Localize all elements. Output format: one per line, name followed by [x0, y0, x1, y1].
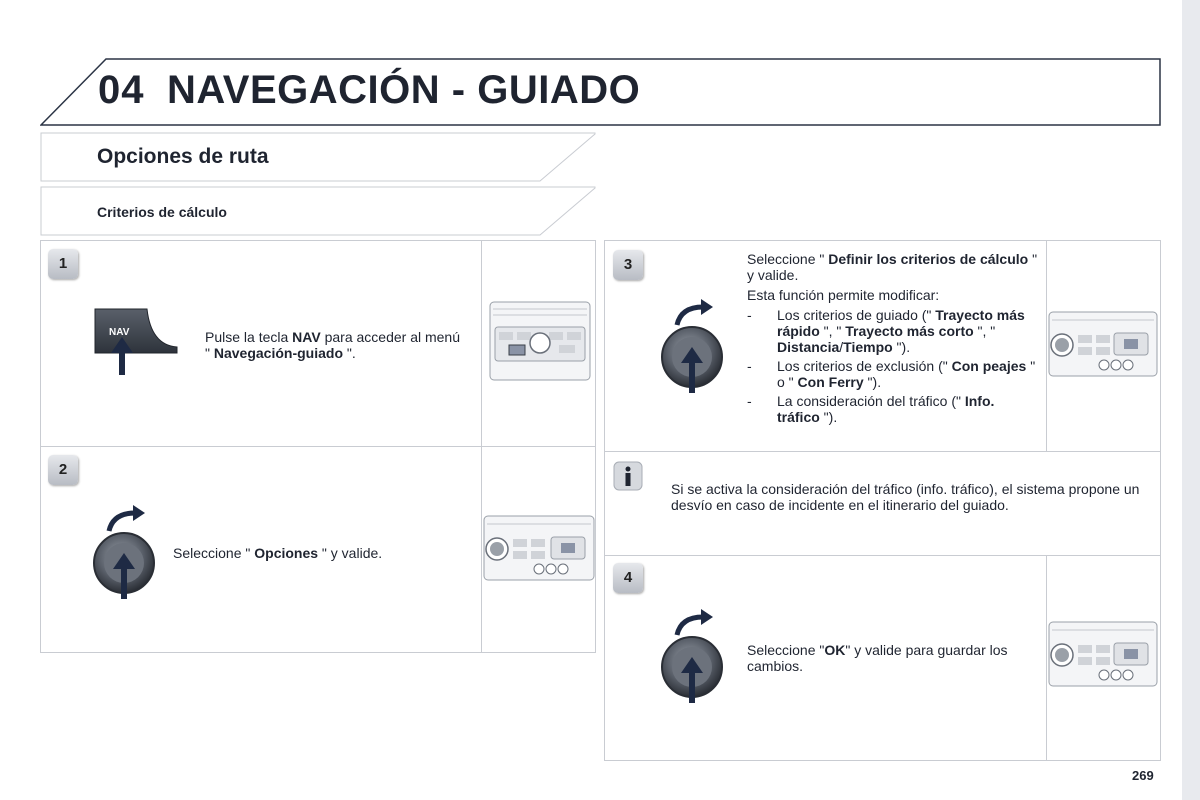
- page-edge-strip: [1182, 0, 1200, 800]
- criteria-bullet-guidance: - Los criterios de guiado (" Trayecto más rápido ", " Trayecto más corto ", " Distancia/Tiempo ").: [747, 307, 1025, 355]
- radio-panel-knob-illustration: [483, 515, 595, 581]
- section-header: [40, 132, 596, 182]
- step-number-4: 4: [613, 563, 643, 593]
- subsection-header: [40, 186, 596, 236]
- subsection-title: Criterios de cálculo: [97, 204, 227, 220]
- step-number-1: 1: [48, 249, 78, 279]
- steps-right-panel: [604, 240, 1161, 761]
- step-number-2: 2: [48, 455, 78, 485]
- radio-panel-knob-illustration: [1048, 621, 1158, 687]
- info-note: Si se activa la consideración del tráfico (info. tráfico), el sistema propone un desvío en caso de incidente en el itinerario del guiado.: [671, 481, 1140, 513]
- step-3-text: [747, 251, 1039, 428]
- section-title: Opciones de ruta: [97, 145, 269, 168]
- step-3-description: Esta función permite modificar:: [747, 287, 940, 303]
- radio-panel-nav-illustration: [489, 301, 591, 381]
- criteria-bullet-exclusion: - Los criterios de exclusión (" Con peajes " o " Con Ferry ").: [747, 358, 1036, 390]
- step-3-intro: Seleccione " Definir los criterios de cálculo " y valide.: [747, 251, 1038, 283]
- criteria-bullet-traffic: - La consideración del tráfico (" Info. tráfico ").: [747, 393, 995, 425]
- steps-left-panel: [40, 240, 596, 653]
- page-number: 269: [1132, 768, 1154, 783]
- nav-key-label: NAV: [109, 327, 130, 338]
- step-2-text: Seleccione " Opciones " y valide.: [173, 545, 383, 561]
- chapter-header: [40, 58, 1161, 126]
- rotary-knob-icon: [655, 297, 735, 397]
- rotary-knob-icon: [655, 607, 735, 707]
- step-number-3: 3: [613, 250, 643, 280]
- step-1-text: Pulse la tecla NAV para acceder al menú " Navegación-guiado ".: [205, 329, 461, 361]
- radio-panel-knob-illustration: [1048, 311, 1158, 377]
- nav-key-illustration: [91, 301, 191, 381]
- chapter-title: NAVEGACIÓN - GUIADO: [167, 68, 641, 112]
- info-icon: [613, 461, 643, 491]
- rotary-knob-icon: [87, 503, 167, 603]
- chapter-number: 04: [98, 68, 145, 112]
- step-4-text: Seleccione "OK" y valide para guardar los cambios.: [747, 642, 1008, 674]
